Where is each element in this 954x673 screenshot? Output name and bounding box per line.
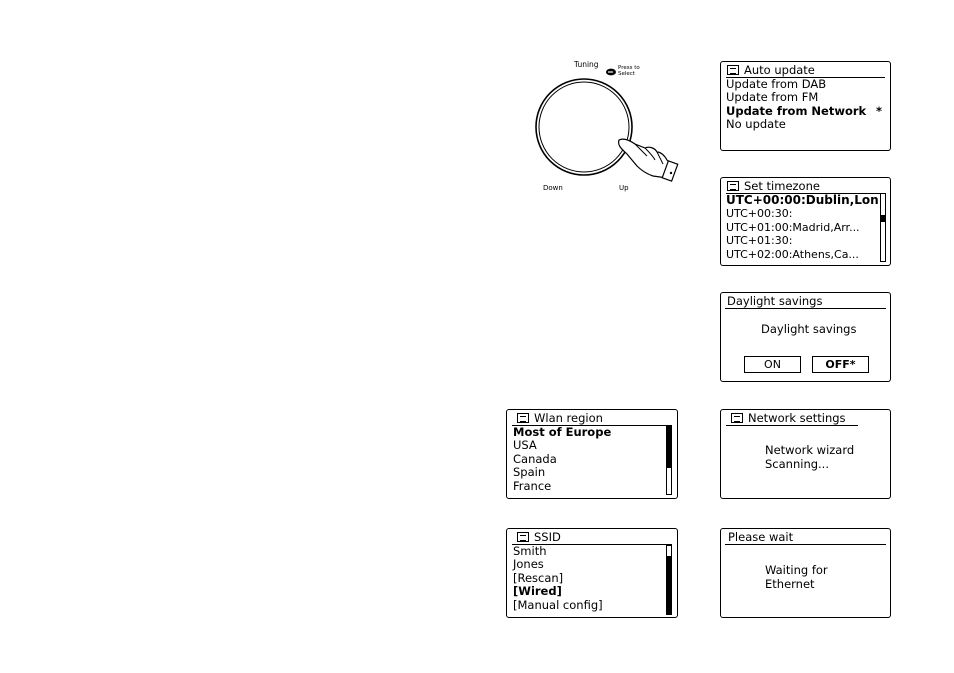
- select-label: Select: [618, 71, 635, 77]
- up-label: Up: [619, 184, 629, 192]
- selected-marker: *: [876, 104, 883, 118]
- region-list: [513, 426, 611, 493]
- list-item[interactable]: France: [513, 478, 552, 493]
- down-label: Down: [543, 184, 563, 192]
- list-item[interactable]: UTC+01:00:Madrid,Arr...: [726, 220, 860, 234]
- option-list: [726, 78, 866, 132]
- menu-icon: [727, 65, 739, 75]
- menu-icon: [517, 532, 529, 542]
- ssid-screen: [506, 528, 678, 618]
- list-item[interactable]: Update from DAB: [726, 77, 827, 91]
- tuning-dial-illustration: [525, 58, 695, 198]
- list-item[interactable]: [Rescan]: [513, 570, 564, 585]
- scroll-thumb[interactable]: [667, 556, 671, 614]
- scroll-thumb[interactable]: [881, 215, 885, 222]
- auto-update-screen: [720, 61, 891, 151]
- scrollbar[interactable]: [880, 193, 886, 262]
- list-item[interactable]: Jones: [513, 557, 544, 572]
- list-item-selected[interactable]: UTC+00:00:Dublin,Lon: [726, 193, 879, 207]
- list-item[interactable]: UTC+02:00:Athens,Ca...: [726, 247, 859, 261]
- scrollbar[interactable]: [666, 545, 672, 615]
- ethernet-line: Ethernet: [765, 577, 815, 591]
- list-item[interactable]: UTC+01:30:: [726, 234, 793, 248]
- daylight-message: Daylight savings: [761, 322, 857, 336]
- screen-title: Auto update: [744, 63, 815, 77]
- on-button[interactable]: ON: [744, 356, 801, 373]
- wlan-region-screen: [506, 409, 678, 499]
- screen-title: Wlan region: [534, 411, 603, 425]
- network-settings-screen: [720, 409, 891, 499]
- tuning-label: Tuning: [574, 60, 599, 69]
- list-item-selected[interactable]: Most of Europe: [513, 425, 612, 439]
- off-button-selected[interactable]: OFF*: [812, 356, 869, 373]
- screen-title: Daylight savings: [727, 294, 823, 308]
- list-item[interactable]: Canada: [513, 451, 557, 466]
- screen-title: SSID: [534, 530, 561, 544]
- list-item[interactable]: Spain: [513, 465, 546, 480]
- list-item[interactable]: USA: [513, 438, 537, 453]
- screen-title: Network settings: [748, 411, 846, 425]
- waiting-line: Waiting for: [765, 563, 828, 577]
- list-item-selected[interactable]: [Wired]: [513, 584, 562, 599]
- screen-title: Set timezone: [744, 179, 820, 193]
- list-item[interactable]: [Manual config]: [513, 597, 603, 612]
- daylight-savings-screen: [720, 292, 891, 382]
- list-item[interactable]: No update: [726, 117, 786, 132]
- press-to-label: Press to: [618, 65, 640, 71]
- wizard-line: Network wizard: [765, 443, 855, 457]
- scanning-line: Scanning...: [765, 457, 829, 471]
- list-item[interactable]: Smith: [513, 544, 547, 558]
- timezone-list: [726, 194, 879, 261]
- scroll-thumb[interactable]: [667, 426, 671, 468]
- list-item[interactable]: Update from FM: [726, 90, 819, 105]
- menu-icon: [727, 181, 739, 191]
- list-item-selected[interactable]: Update from Network: [726, 103, 867, 118]
- screen-title: Please wait: [728, 530, 794, 544]
- please-wait-screen: [720, 528, 891, 618]
- menu-icon: [731, 413, 743, 423]
- ssid-list: [513, 545, 603, 612]
- list-item[interactable]: UTC+00:30:: [726, 207, 793, 221]
- menu-icon: [517, 413, 529, 423]
- set-timezone-screen: [720, 177, 891, 266]
- scrollbar[interactable]: [666, 425, 672, 495]
